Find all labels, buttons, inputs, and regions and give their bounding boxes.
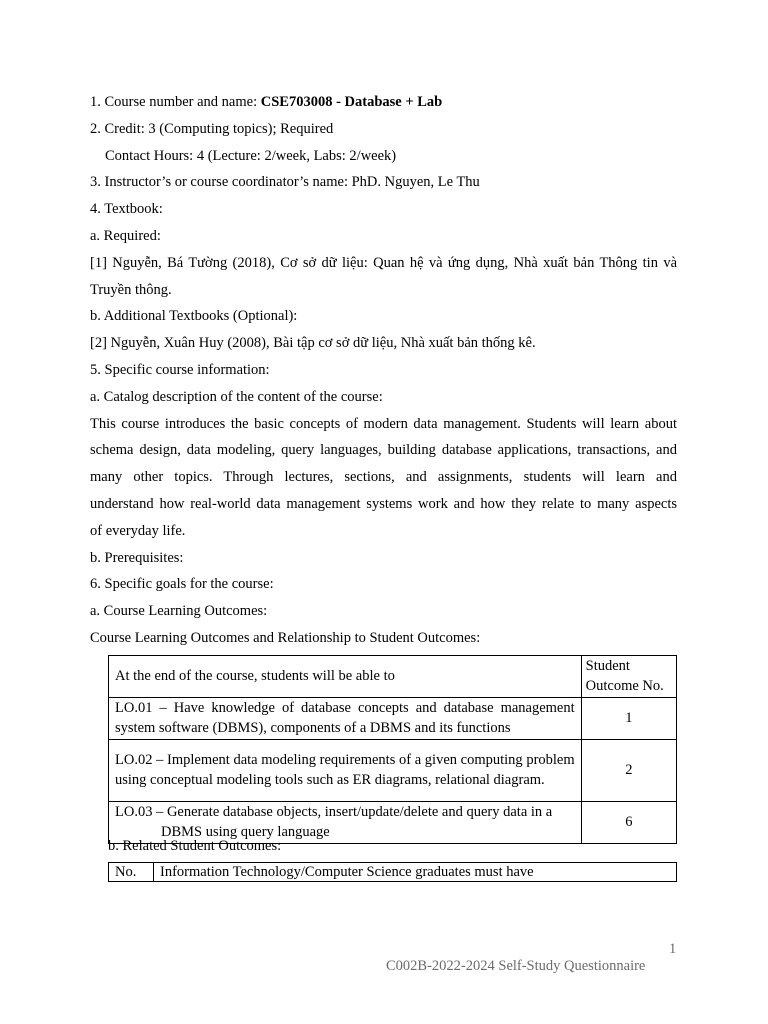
footer-text: C002B-2022-2024 Self-Study Questionnaire (386, 958, 646, 974)
learning-outcomes-table (108, 655, 677, 844)
specific-info-heading: 5. Specific course information: (90, 361, 270, 378)
outcome-description-cell (109, 801, 582, 843)
course-number-line (90, 89, 677, 116)
outcome-number-cell: 2 (581, 739, 676, 801)
catalog-description-line-2: schema design, data modeling, query languages, building database applications, transactions, and (90, 442, 677, 459)
textbook-1-line-2: Truyền thông. (90, 281, 172, 298)
additional-textbooks-heading: b. Additional Textbooks (Optional): (90, 308, 298, 325)
table-header-row (109, 655, 677, 697)
learning-outcomes-heading: a. Course Learning Outcomes: (90, 603, 268, 620)
textbook-2: [2] Nguyễn, Xuân Huy (2008), Bài tập cơ sở dữ liệu, Nhà xuất bản thống kê. (90, 335, 536, 352)
related-outcomes-table (108, 862, 677, 882)
contact-hours-line: Contact Hours: 4 (Lecture: 2/week, Labs: 2/week) (105, 147, 397, 164)
outcome-description-second-line: DBMS using query language (161, 824, 330, 841)
table-row (109, 697, 677, 739)
outcome-number-cell: 1 (581, 697, 676, 739)
catalog-description-line-5: of everyday life. (90, 522, 186, 539)
course-number-label: 1. Course number and name: (90, 94, 261, 110)
related-outcomes-section (90, 838, 677, 882)
table-row (109, 801, 677, 843)
textbook-heading: 4. Textbook: (90, 201, 163, 218)
catalog-description-line-3: many other topics. Through lectures, sections, and assignments, students will learn and (90, 469, 677, 486)
textbook-1-line-1: [1] Nguyễn, Bá Tường (2018), Cơ sở dữ liệu: Quan hệ và ứng dụng, Nhà xuất bản Thông tin và (90, 254, 677, 271)
required-heading: a. Required: (90, 227, 161, 244)
goals-heading: 6. Specific goals for the course: (90, 576, 274, 593)
table-row (109, 739, 677, 801)
table-header-row (109, 863, 677, 882)
header-no-cell: No. (109, 863, 154, 882)
related-outcomes-heading: b. Related Student Outcomes: (108, 838, 282, 854)
instructor-line: 3. Instructor’s or course coordinator’s name: PhD. Nguyen, Le Thu (90, 174, 480, 191)
catalog-description-line-1: This course introduces the basic concepts of modern data management. Students will learn about (90, 415, 677, 432)
outcomes-relationship-heading: Course Learning Outcomes and Relationship to Student Outcomes: (90, 629, 481, 646)
catalog-description-line-4: understand how real-world data management systems work and how they relate to many aspects (90, 495, 677, 512)
credit-line: 2. Credit: 3 (Computing topics); Required (90, 120, 334, 137)
course-name: CSE703008 - Database + Lab (260, 94, 443, 110)
outcome-description-first-line: LO.03 – Generate database objects, insert/update/delete and query data in a (115, 803, 553, 820)
prerequisites-heading: b. Prerequisites: (90, 549, 184, 566)
page-number: 1 (669, 941, 677, 957)
header-description-cell: At the end of the course, students will be able to (109, 655, 582, 697)
outcome-description-cell: LO.01 – Have knowledge of database concepts and database management system software (DBMS), components of a DBMS and its functions (109, 697, 582, 739)
outcome-description-cell: LO.02 – Implement data modeling requirements of a given computing problem using conceptual modeling tools such as ER diagrams, relational diagram. (109, 739, 582, 801)
outcome-number-cell: 6 (581, 801, 676, 843)
header-graduates-cell: Information Technology/Computer Science graduates must have (154, 863, 677, 882)
catalog-heading: a. Catalog description of the content of the course: (90, 388, 383, 405)
header-outcome-no-cell: Student Outcome No. (581, 655, 676, 697)
document-body (90, 89, 677, 844)
